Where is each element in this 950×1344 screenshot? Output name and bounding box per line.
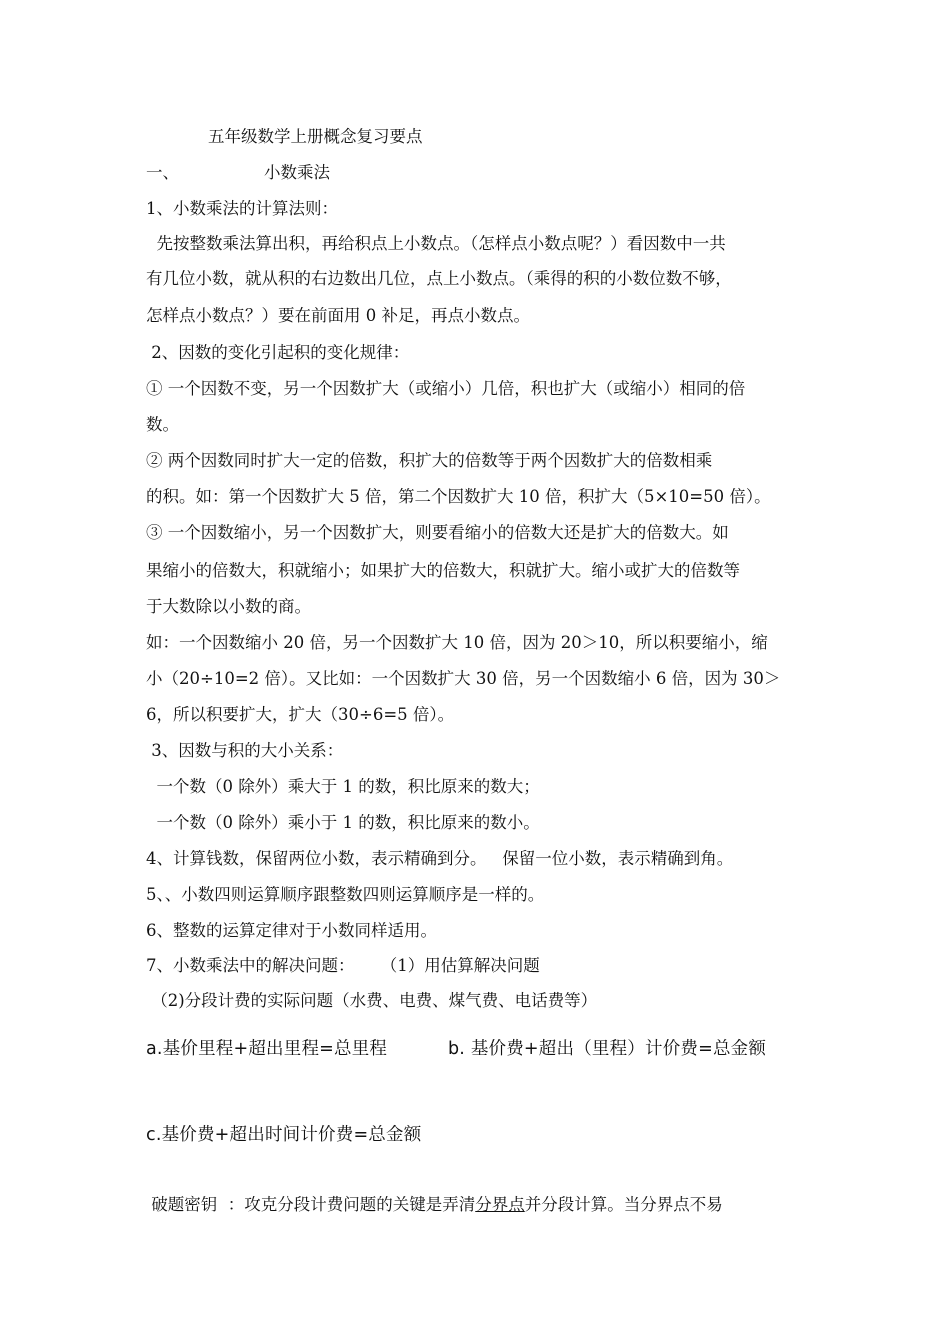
paragraph-line: 先按整数乘法算出积，再给积点上小数点。（怎样点小数点呢？）看因数中一共 — [146, 234, 726, 253]
document-title: 五年级数学上册概念复习要点 — [208, 127, 423, 146]
formula-c: c.基价费+超出时间计价费=总金额 — [146, 1125, 422, 1145]
tip-text: 攻克分段计费问题的关键是弄清 — [244, 1195, 476, 1214]
heading-6: 6、整数的运算定律对于小数同样适用。 — [146, 921, 437, 940]
section-number: 一、 — [146, 163, 179, 182]
heading-1: 1、小数乘法的计算法则： — [146, 199, 338, 218]
tip-line — [146, 1194, 723, 1216]
paragraph-line: ③ 一个因数缩小，另一个因数扩大，则要看缩小的倍数大还是扩大的倍数大。如 — [146, 523, 729, 542]
paragraph-line: 怎样点小数点？）要在前面用 0 补足，再点小数点。 — [146, 306, 530, 325]
paragraph-line: 小（20÷10=2 倍）。又比如：一个因数扩大 30 倍，另一个因数缩小 6 倍，因为 30＞ — [146, 669, 781, 688]
heading-5: 5、、小数四则运算顺序跟整数四则运算顺序是一样的。 — [146, 885, 545, 904]
paragraph-line: 一个数（0 除外）乘小于 1 的数，积比原来的数小。 — [146, 813, 540, 832]
paragraph-line: 有几位小数，就从积的右边数出几位，点上小数点。（乘得的积的小数位数不够， — [146, 269, 732, 288]
section-heading: 小数乘法 — [264, 163, 330, 182]
paragraph-line: （2)分段计费的实际问题（水费、电费、煤气费、电话费等） — [146, 991, 598, 1010]
paragraph-line: ① 一个因数不变，另一个因数扩大（或缩小）几倍，积也扩大（或缩小）相同的倍 — [146, 379, 746, 398]
tip-keyword: 分界点 — [475, 1195, 525, 1214]
heading-2: 2、因数的变化引起积的变化规律： — [146, 343, 410, 362]
paragraph-line: 如：一个因数缩小 20 倍，另一个因数扩大 10 倍，因为 20＞10，所以积要缩小，缩 — [146, 633, 768, 652]
paragraph-line: ② 两个因数同时扩大一定的倍数，积扩大的倍数等于两个因数扩大的倍数相乘 — [146, 451, 713, 470]
paragraph-line: 6，所以积要扩大，扩大（30÷6=5 倍）。 — [146, 705, 455, 724]
formula-b: b. 基价费+超出（里程）计价费=总金额 — [448, 1039, 767, 1059]
heading-4: 4、计算钱数，保留两位小数，表示精确到分。 保留一位小数，表示精确到角。 — [146, 849, 734, 868]
heading-7: 7、小数乘法中的解决问题： （1）用估算解决问题 — [146, 956, 540, 975]
formula-a: a.基价里程+超出里程=总里程 — [146, 1039, 388, 1059]
heading-3: 3、因数与积的大小关系： — [146, 741, 344, 760]
paragraph-line: 于大数除以小数的商。 — [146, 597, 311, 616]
tip-label: 破题密钥 ： — [146, 1195, 245, 1214]
paragraph-line: 一个数（0 除外）乘大于 1 的数，积比原来的数大； — [146, 777, 540, 796]
paragraph-line: 数。 — [146, 415, 179, 434]
paragraph-line: 果缩小的倍数大，积就缩小；如果扩大的倍数大，积就扩大。缩小或扩大的倍数等 — [146, 561, 740, 580]
tip-text: 并分段计算。当分界点不易 — [524, 1195, 723, 1214]
paragraph-line: 的积。如：第一个因数扩大 5 倍，第二个因数扩大 10 倍，积扩大（5×10=50 倍）。 — [146, 487, 771, 506]
